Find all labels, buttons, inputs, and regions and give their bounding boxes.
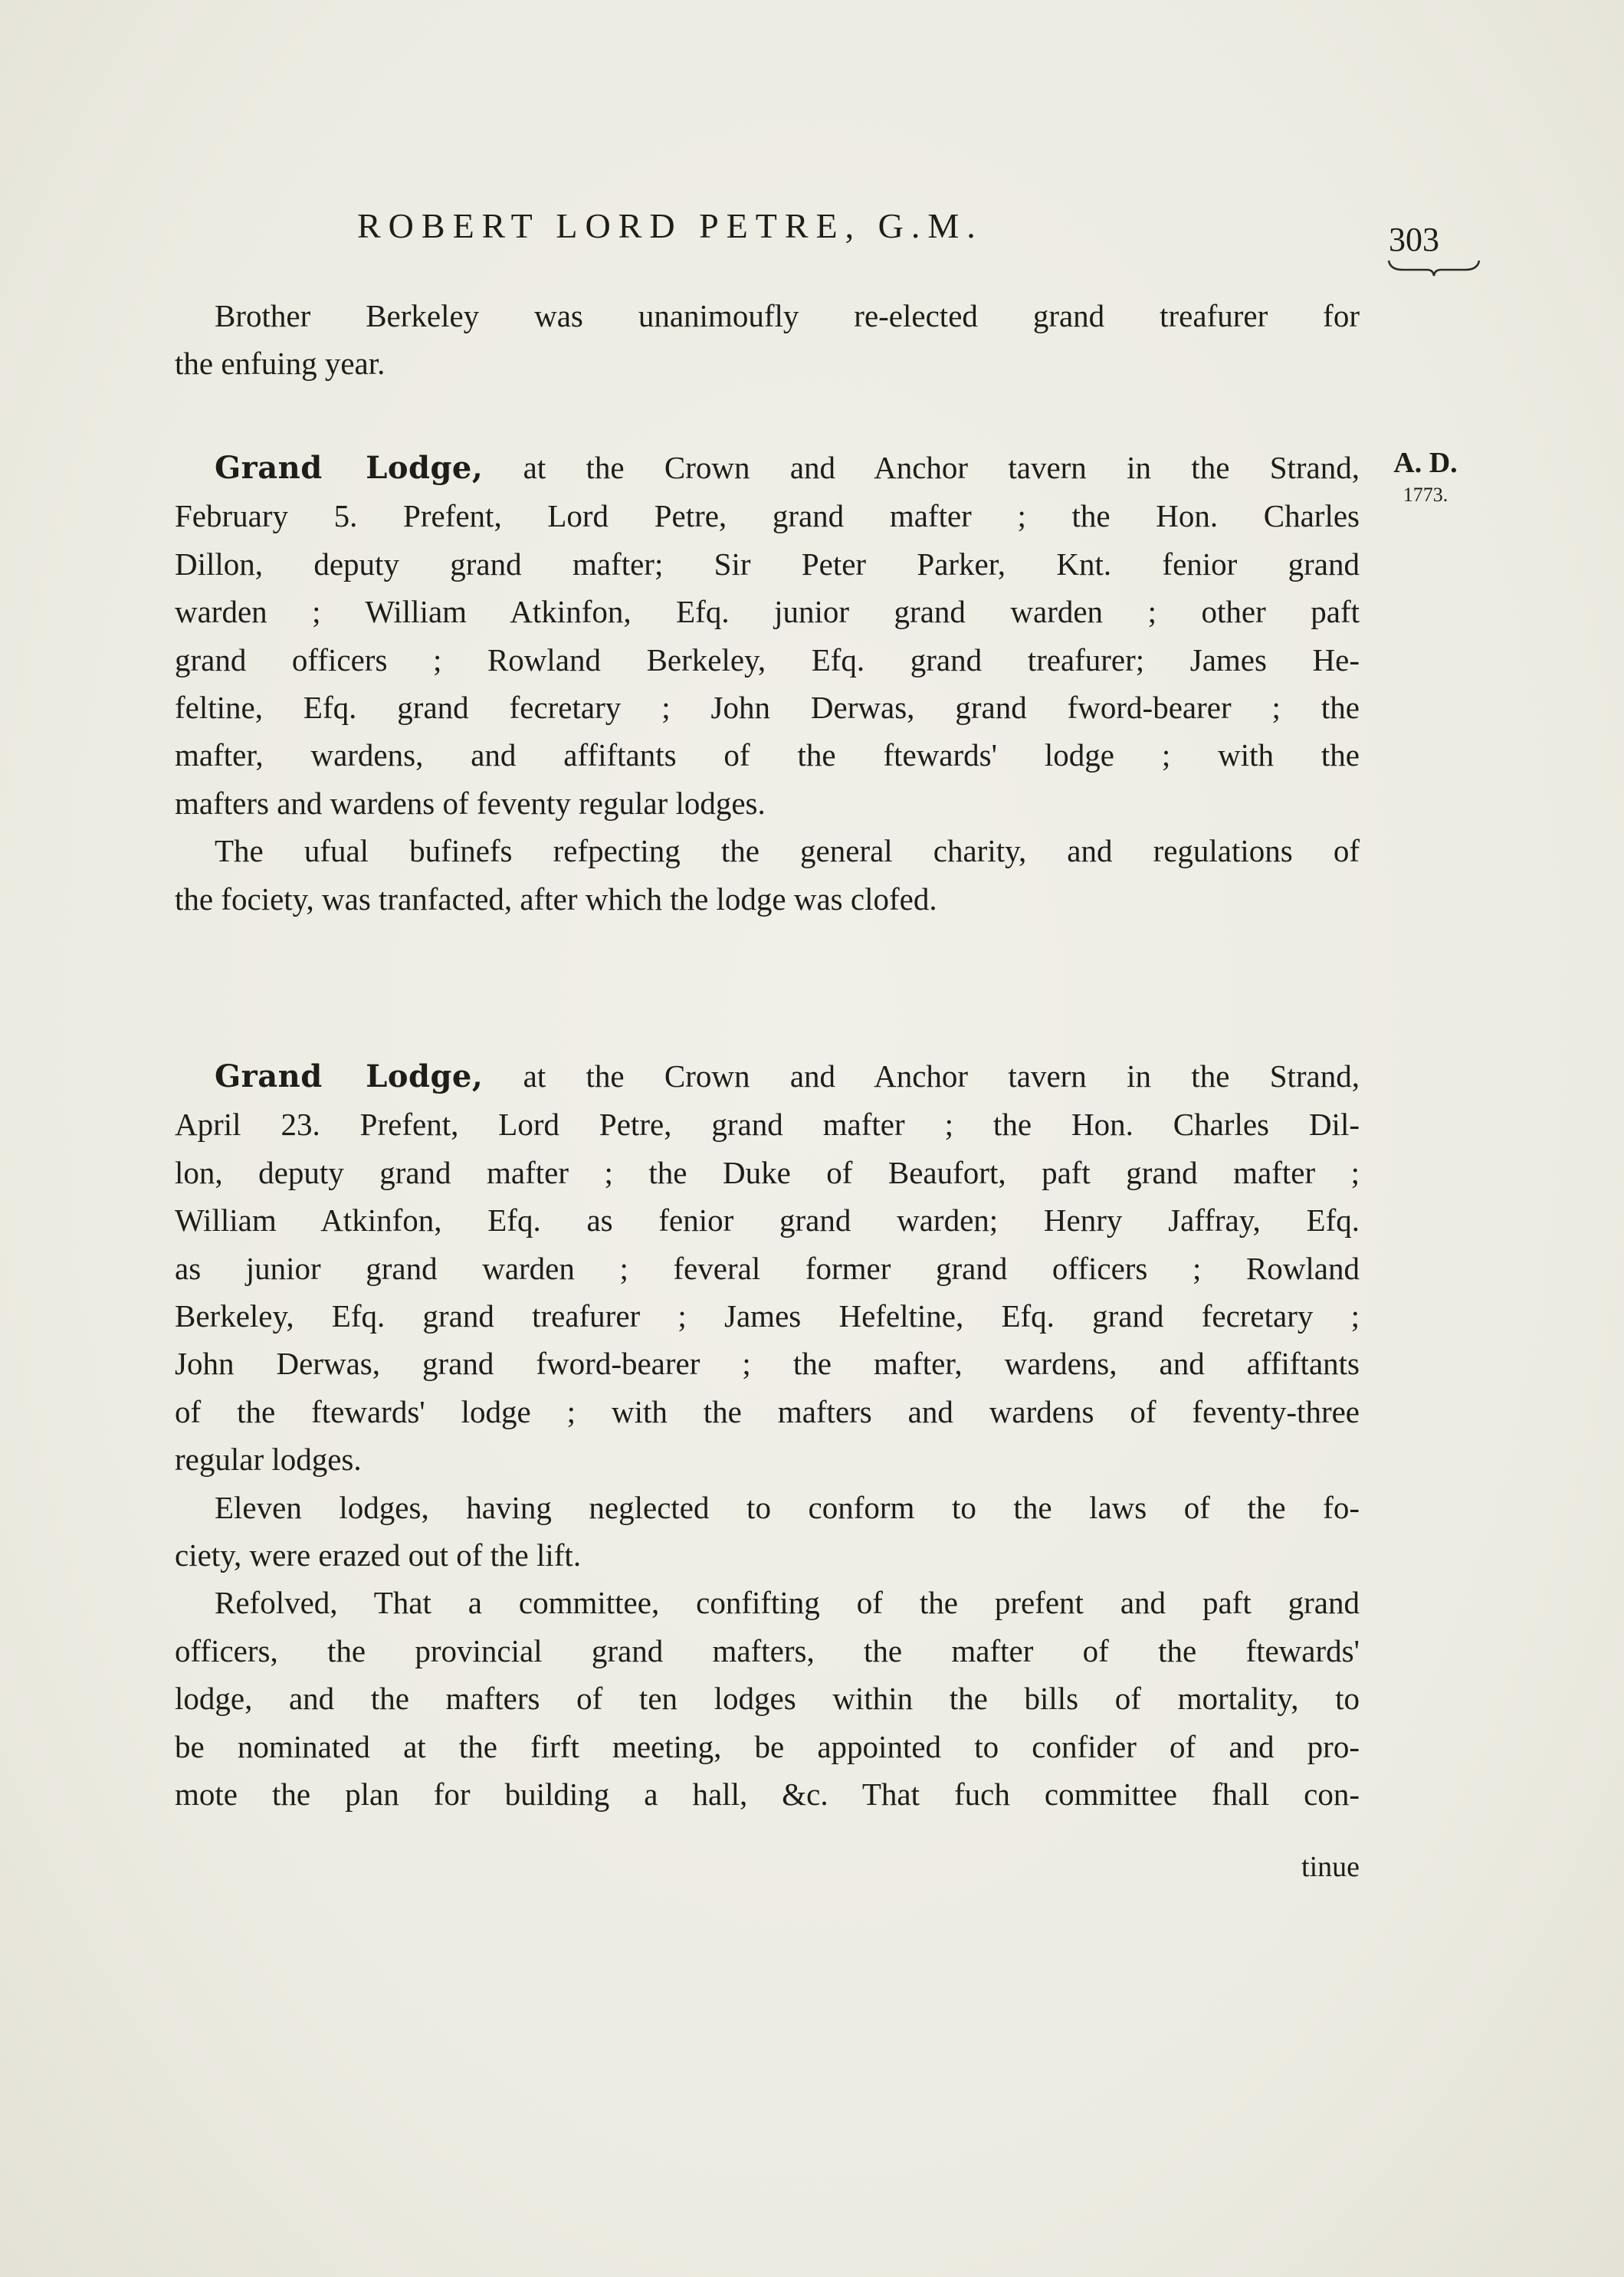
section-heading: Grand Lodge, bbox=[215, 1058, 484, 1094]
text-line: the fociety, was tranfacted, after which the lodge was clofed. bbox=[175, 881, 937, 917]
text-line: Dillon, deputy grand mafter; Sir Peter Parker, Knt. fenior grand bbox=[175, 546, 1360, 582]
section-grand-lodge-april bbox=[175, 1052, 1360, 1819]
running-head: ROBERT LORD PETRE, G.M. bbox=[357, 206, 983, 245]
text-line: lodge, and the mafters of ten lodges within the bills of mortality, to bbox=[175, 1681, 1360, 1717]
text-line bbox=[175, 1052, 1360, 1101]
text-line: be nominated at the firft meeting, be appointed to confider of and pro- bbox=[175, 1728, 1360, 1764]
margin-ad: A. D. bbox=[1393, 447, 1458, 479]
folio-brace-ornament bbox=[1387, 259, 1481, 277]
paragraph-treasurer bbox=[175, 292, 1360, 388]
text-line: of the ftewards' lodge ; with the mafters and wardens of feventy-three bbox=[175, 1393, 1360, 1429]
text-line: mote the plan for building a hall, &c. That fuch committee fhall con- bbox=[175, 1777, 1360, 1813]
margin-year: 1773. bbox=[1403, 484, 1448, 506]
catchword: tinue bbox=[1301, 1851, 1360, 1883]
text-line: Brother Berkeley was unanimoufly re-elected grand treafurer for bbox=[215, 298, 1360, 333]
text-line: warden ; William Atkinfon, Efq. junior grand warden ; other paft bbox=[175, 594, 1360, 630]
text-line: lon, deputy grand mafter ; the Duke of Beaufort, paft grand mafter ; bbox=[175, 1154, 1360, 1190]
text-line: mafter, wardens, and affiftants of the ftewards' lodge ; with the bbox=[175, 737, 1360, 773]
text-line: officers, the provincial grand mafters, the mafter of the ftewards' bbox=[175, 1632, 1360, 1668]
page-number: 303 bbox=[1389, 221, 1439, 258]
text-line-rest: at the Crown and Anchor tavern in the Strand, bbox=[523, 1058, 1360, 1094]
margin-date bbox=[1372, 445, 1479, 513]
text-line: Refolved, That a committee, confifting of the prefent and paft grand bbox=[215, 1585, 1360, 1621]
text-line: Berkeley, Efq. grand treafurer ; James Hefeltine, Efq. grand fecretary ; bbox=[175, 1298, 1360, 1334]
text-line: April 23. Prefent, Lord Petre, grand mafter ; the Hon. Charles Dil- bbox=[175, 1107, 1360, 1143]
text-line: mafters and wardens of feventy regular lodges. bbox=[175, 785, 766, 821]
text-line-rest: at the Crown and Anchor tavern in the Strand, bbox=[523, 450, 1360, 485]
text-line: William Atkinfon, Efq. as fenior grand warden; Henry Jaffray, Efq. bbox=[175, 1202, 1360, 1239]
text-line: as junior grand warden ; feveral former grand officers ; Rowland bbox=[175, 1250, 1360, 1286]
text-line: John Derwas, grand fword-bearer ; the mafter, wardens, and affiftants bbox=[175, 1346, 1360, 1382]
text-line: feltine, Efq. grand fecretary ; John Derwas, grand fword-bearer ; the bbox=[175, 690, 1360, 726]
text-line: The ufual bufinefs refpecting the general charity, and regulations of bbox=[215, 833, 1360, 869]
section-grand-lodge-february bbox=[175, 444, 1360, 923]
text-line: regular lodges. bbox=[175, 1442, 362, 1478]
text-line: the enfuing year. bbox=[175, 346, 385, 382]
text-line: grand officers ; Rowland Berkeley, Efq. grand treafurer; James He- bbox=[175, 641, 1360, 678]
section-heading: Grand Lodge, bbox=[215, 450, 484, 486]
text-line: February 5. Prefent, Lord Petre, grand mafter ; the Hon. Charles bbox=[175, 498, 1360, 534]
text-line bbox=[175, 444, 1360, 492]
text-line: Eleven lodges, having neglected to conform to the laws of the fo- bbox=[215, 1489, 1360, 1525]
text-line: ciety, were erazed out of the lift. bbox=[175, 1537, 582, 1573]
